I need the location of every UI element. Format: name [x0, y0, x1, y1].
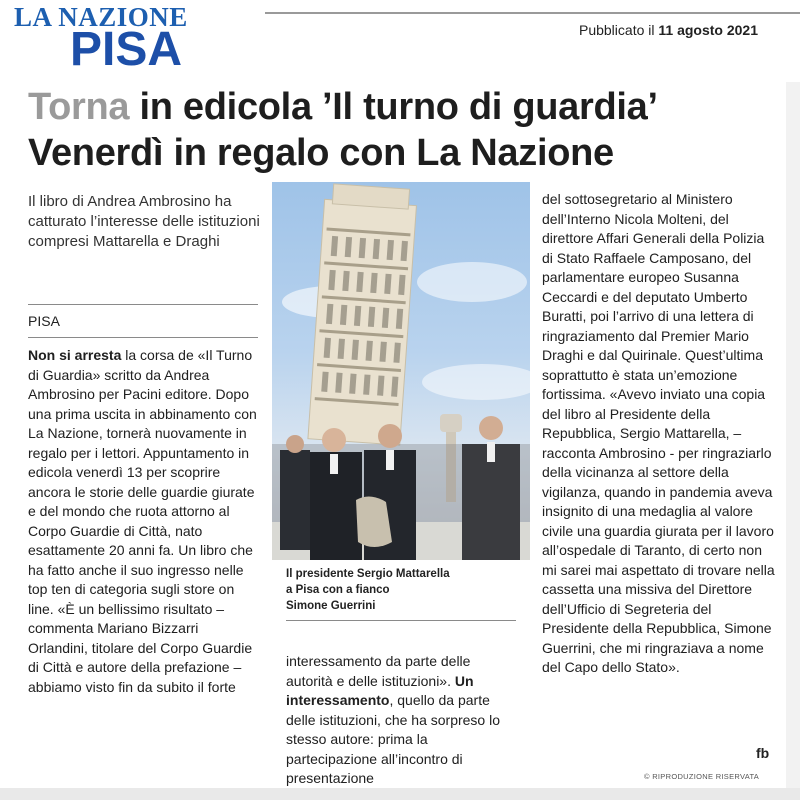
stone-urn [440, 414, 462, 432]
summary-rule [28, 304, 258, 305]
brand-logo-text: LA NAZIONE [14, 2, 188, 32]
caption-line-3: Simone Guerrini [286, 600, 376, 612]
article-summary: Il libro di Andrea Ambrosino ha catturato l’interesse delle istituzioni compresi Mattarella e Draghi [28, 193, 260, 250]
column-1-text: la corsa de «Il Turno di Guardia» scritto da Andrea Ambrosino per Pacini editore. Dopo una prima uscita in abbinamento con La Nazione, tornerà nuovamente in regalo per i lettori. Appuntamento in edicola venerdì 13 per scoprire ancora le storie delle guardie giurate e del mondo che ruota attorno al Corpo Guardie di Città, nato esattamente 20 anni fa. Un libro che ha fatto anche il suo ingresso nelle top ten di categoria sugli store on line. «È un bellissimo risultato – commenta Mariano Bizzarri Orlandini, titolare del Corpo Guardie di Città e autore della prefazione – abbiamo visto fin da subito il forte [28, 347, 257, 695]
leaning-tower [308, 183, 418, 445]
column-3-text: del sottosegretario al Ministero dell’Interno Nicola Molteni, del direttore Affari Generali della Polizia di Stato Raffaele Camposano, del parlamentare europeo Susanna Ceccardi e del deputato Umberto Buratti, poi l’arrivo di una lettera di ringraziamento dal Premier Mario Draghi e dal Quirinale. Quest’ultima soprattutto è stata un’emozione fortissima. «Avevo inviato una copia del libro al Presidente della Repubblica, Sergio Mattarella, – racconta Ambrosino - per ringraziarlo della vicinanza al settore della vigilanza, quando in pandemia aveva insignito di una medaglia al valore civile una guardia giurata per il lavoro all’ospedale di Taranto, di certo non mi sarei mai aspettato di trovare nella cassetta una missiva del Direttore dell’Ufficio di Segreteria del Presidente della Repubblica, Simone Guerrini, che mi ringraziava a nome del Capo dello Stato». [542, 191, 775, 675]
headline [28, 84, 788, 176]
headline-line-1 [28, 84, 788, 130]
dateline: PISA [28, 313, 60, 329]
article-column-1 [28, 346, 260, 697]
masthead-rule [265, 12, 800, 14]
clip-edge [786, 82, 800, 800]
lead-in-2: Un interessamento [286, 672, 474, 708]
headline-line-1-rest: in edicola ’Il turno di guardia’ [129, 86, 658, 128]
published-date: 11 agosto 2021 [658, 22, 758, 38]
column-2-text-1: interessamento da parte delle autorità e delle istituzioni». [286, 653, 471, 689]
dateline-rule [28, 337, 258, 338]
caption-line-1: Il presidente Sergio Mattarella [286, 568, 450, 580]
caption-line-2: a Pisa con a fianco [286, 584, 390, 596]
photo-illustration [272, 182, 530, 560]
article-column-3 [542, 190, 778, 678]
lead-in-1: Non si arresta [28, 347, 122, 363]
publication-date [575, 22, 762, 38]
article-column-2 [286, 652, 518, 789]
article-photo [272, 182, 530, 560]
column-2-text-2: , quello da parte delle istituzioni, che ha sorpreso lo stesso autore: prima la partecipazione all’incontro di presentazione [286, 692, 501, 786]
headline-faded-word: Torna [28, 86, 130, 128]
photo-caption [286, 566, 506, 614]
author-signature: fb [756, 745, 770, 761]
headline-line-2: Venerdì in regalo con La Nazione [28, 132, 614, 174]
copyright-notice: © RIPRODUZIONE RISERVATA [644, 772, 760, 781]
caption-rule [286, 620, 516, 621]
clip-bottom-edge [0, 788, 800, 800]
brand-city: PISA [70, 23, 183, 76]
published-label: Pubblicato il [578, 22, 655, 38]
masthead [0, 0, 800, 82]
